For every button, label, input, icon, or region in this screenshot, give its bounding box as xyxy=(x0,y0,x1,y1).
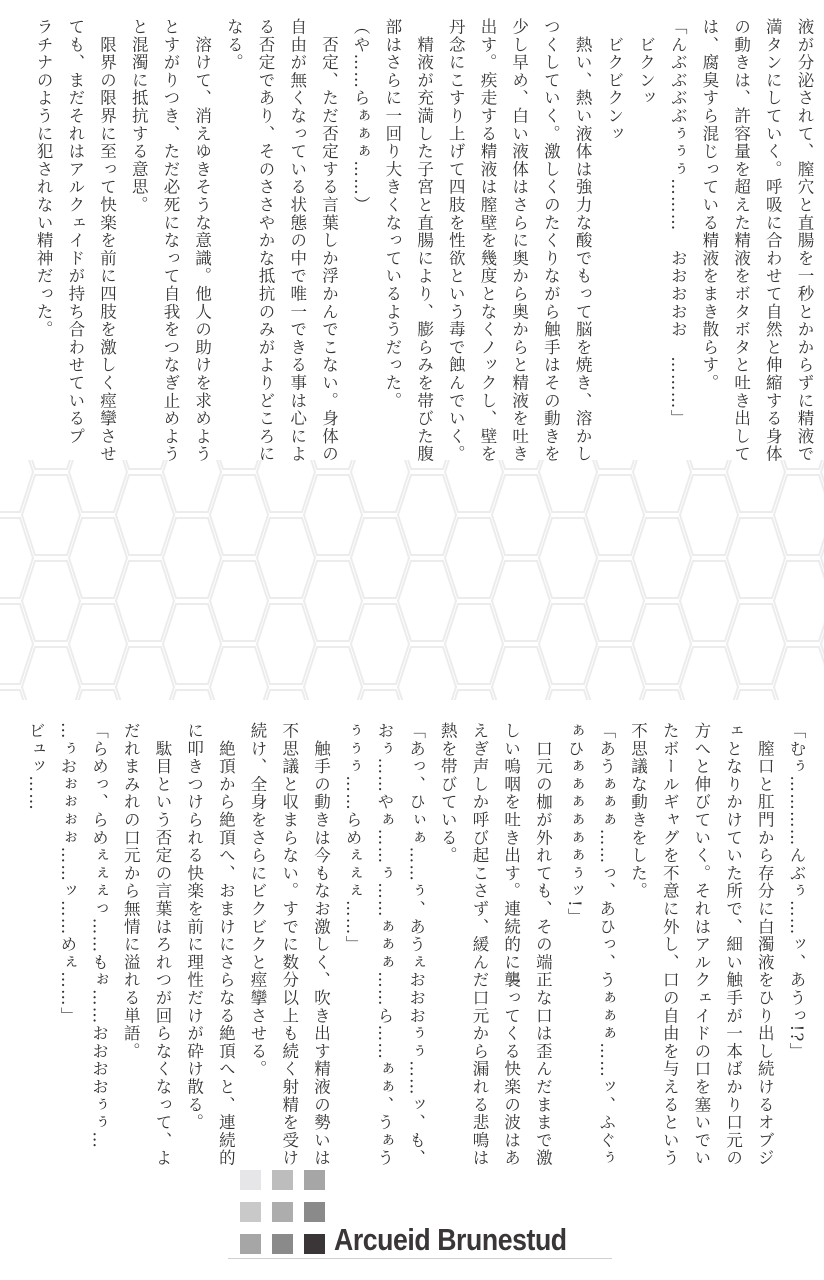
text-line: 駄目という否定の言葉はろれつが回らなくなって、よ xyxy=(152,722,172,1167)
logo-square xyxy=(240,1234,261,1254)
text-line: 「むぅ…………んぶぅ……ッ、あうっ!?」 xyxy=(787,722,806,1061)
hexagon xyxy=(163,604,221,684)
text-line: ても、まだそれはアルクェイドが持ち合わせているプ xyxy=(65,18,85,446)
text-line: ビュッ…… xyxy=(26,722,46,811)
hexagon xyxy=(727,460,785,512)
text-line: る否定であり、そのささやかな抵抗のみがよりどころに xyxy=(256,18,276,463)
logo-square xyxy=(272,1202,293,1222)
hexagon xyxy=(492,561,550,641)
text-line: 不思議と収まらない。すでに数分以上も続く射精を受け xyxy=(279,722,299,1167)
text-line: と混濁に抵抗する意思。 xyxy=(129,18,149,214)
hexagon xyxy=(351,604,409,684)
text-line: 満タンにしていく。呼吸に合わせて自然と伸縮する身体 xyxy=(763,18,783,463)
text-line: 熱を帯びている。 xyxy=(438,722,458,865)
logo-squares-icon xyxy=(240,1170,330,1255)
text-line: 自由が無くなっている状態の中で唯一できる事は心によ xyxy=(287,18,307,463)
text-line: の動きは、許容量を超えた精液をボタボタと吐き出して xyxy=(731,18,751,463)
hexagon xyxy=(0,604,33,684)
divider xyxy=(228,1258,612,1259)
hexagon xyxy=(116,647,174,700)
text-line: ェとなりかけていた所で、細い触手が一本ばかり口元の xyxy=(723,722,743,1167)
hexagon xyxy=(304,647,362,700)
hexagon xyxy=(116,475,174,555)
hexagon xyxy=(633,604,691,684)
text-line: しい嗚咽を吐き出す。連続的に襲ってくる快楽の波はあ xyxy=(501,722,521,1167)
hexagon-pattern xyxy=(0,460,824,700)
hexagon xyxy=(351,460,409,512)
hexagon xyxy=(398,647,456,700)
text-block-top xyxy=(27,18,820,463)
hexagon xyxy=(774,475,824,555)
hexagon xyxy=(257,518,315,598)
hexagon xyxy=(445,604,503,684)
hexagon xyxy=(586,647,644,700)
hexagon xyxy=(0,690,33,700)
text-line: 「らめっ、らめぇぇぇっ……もぉ……おおおおぅぅ… xyxy=(89,722,109,1150)
hexagon xyxy=(257,604,315,684)
hexagon xyxy=(304,475,362,555)
logo-square xyxy=(240,1202,261,1222)
text-line: だれまみれの口元から無情に溢れる単語。 xyxy=(121,722,141,1061)
text-block-bottom xyxy=(19,722,812,1182)
logo-square xyxy=(304,1170,325,1190)
logo-square xyxy=(304,1202,325,1222)
hexagon xyxy=(0,518,33,598)
text-line: …ぅおぉぉぉぉ……ッ……めぇ……」 xyxy=(57,722,77,1025)
hexagon xyxy=(398,561,456,641)
text-line: 溶けて、消えゆきそうな意識。他人の助けを求めよう xyxy=(192,18,212,463)
text-line: ビクビクンッ xyxy=(604,18,624,143)
text-line: 否定、ただ否定する言葉しか浮かんでこない。身体の xyxy=(319,18,339,463)
hexagon xyxy=(633,460,691,512)
text-line: 膣口と肛門から存分に白濁液をひり出し続けるオブジ xyxy=(755,722,775,1167)
hexagon xyxy=(163,460,221,512)
hexagon xyxy=(680,561,738,641)
hexagon xyxy=(22,475,80,555)
text-line: 丹念にこすり上げて四肢を性欲という毒で蝕んでいく。 xyxy=(446,18,466,463)
hexagon xyxy=(727,518,785,598)
text-line: 続け、全身をさらにビクビクと痙攣させる。 xyxy=(248,722,268,1078)
text-line: 熱い、熱い液体は強力な酸でもって脳を焼き、溶かし xyxy=(573,18,593,463)
hexagon xyxy=(0,460,33,512)
hexagon xyxy=(774,561,824,641)
hexagon xyxy=(727,604,785,684)
hexagon xyxy=(257,460,315,512)
text-line: は、腐臭すら混じっている精液をまき散らす。 xyxy=(699,18,719,392)
hexagon xyxy=(210,647,268,700)
text-line: 不思議な動きをした。 xyxy=(628,722,648,900)
text-line: とすがりつき、ただ必死になって自我をつなぎ止めよう xyxy=(160,18,180,463)
text-line: たボールギャグを不意に外し、口の自由を与えるという xyxy=(660,722,680,1167)
hexagon xyxy=(492,475,550,555)
hexagon xyxy=(210,475,268,555)
text-line: 触手の動きは今もなお激しく、吹き出す精液の勢いは xyxy=(311,722,331,1167)
hexagon xyxy=(445,460,503,512)
text-line: 少し早め、白い液体はさらに奥から奥からと精液を吐き xyxy=(509,18,529,463)
hexagon xyxy=(22,561,80,641)
hexagon xyxy=(163,518,221,598)
text-line: 方へと伸びていく。それはアルクェイドの口を塞いでい xyxy=(691,722,711,1167)
text-line: ぅぅぅ……らめぇぇぇ……」 xyxy=(343,722,363,954)
text-line: 精液が充満した子宮と直腸により、膨らみを帯びた腹 xyxy=(414,18,434,463)
text-line: 口元の枷が外れても、その端正な口は歪んだままで激 xyxy=(533,722,553,1167)
hexagon xyxy=(586,561,644,641)
text-line: おぅ……やぁ……ぅ……ぁぁぁ……ら……ぁぁ、うぁう xyxy=(374,722,394,1167)
text-line: 部はさらに一回り大きくなっているようだった。 xyxy=(382,18,402,410)
text-line: えぎ声しか呼び起こさず、緩んだ口元から漏れる悲鳴は xyxy=(469,722,489,1167)
text-line: 液が分泌されて、膣穴と直腸を一秒とかからずに精液で xyxy=(795,18,814,463)
text-line: ビクンッ xyxy=(636,18,656,107)
hexagon xyxy=(210,561,268,641)
character-name-logo: Arcueid Brunestud xyxy=(334,1222,567,1257)
text-line: （や……らぁぁぁ……） xyxy=(351,18,371,214)
text-line: に叩きつけられる快楽を前に理性だけが砕け散る。 xyxy=(184,722,204,1132)
text-line: 「んぶぶぶぶぅぅぅ……… おおおおお ………」 xyxy=(668,18,688,428)
logo-square xyxy=(272,1170,293,1190)
text-line: ぁひぁぁぁぁぁぁぅッ!」 xyxy=(565,722,585,926)
text-line: 「あっ、ひぃぁ……ぅ、あうぇおおおぅぅ……ッ、も、 xyxy=(406,722,426,1167)
text-line: 絶頂から絶頂へ、おまけにさらなる絶頂へと、連続的 xyxy=(216,722,236,1167)
logo-square xyxy=(272,1234,293,1254)
hexagon xyxy=(69,460,127,512)
hexagon xyxy=(398,475,456,555)
hexagon xyxy=(22,647,80,700)
hexagon xyxy=(680,647,738,700)
text-line: 「あうぁぁぁ……っ、あひっ、うぁぁぁ……ッ、ふぐぅ xyxy=(596,722,616,1167)
hexagon xyxy=(351,518,409,598)
hexagon xyxy=(69,604,127,684)
hexagon xyxy=(680,475,738,555)
hexagon xyxy=(633,518,691,598)
hexagon xyxy=(304,561,362,641)
text-line: 限界の限界に至って快楽を前に四肢を激しく痙攣させ xyxy=(97,18,117,463)
text-line: なる。 xyxy=(224,18,244,72)
hexagon xyxy=(539,518,597,598)
text-line: ラチナのように犯されない精神だった。 xyxy=(34,18,54,339)
hexagon xyxy=(586,475,644,555)
logo-square xyxy=(304,1234,325,1254)
hexagon xyxy=(445,518,503,598)
logo-square xyxy=(240,1170,261,1190)
hexagon xyxy=(539,460,597,512)
text-line: 出す。疾走する精液は膣壁を幾度となくノックし、壁を xyxy=(477,18,497,463)
hexagon xyxy=(539,604,597,684)
text-line: つくしていく。激しくのたくりながら触手はその動きを xyxy=(541,18,561,463)
hexagon xyxy=(116,561,174,641)
hexagon xyxy=(492,647,550,700)
hexagon xyxy=(69,518,127,598)
